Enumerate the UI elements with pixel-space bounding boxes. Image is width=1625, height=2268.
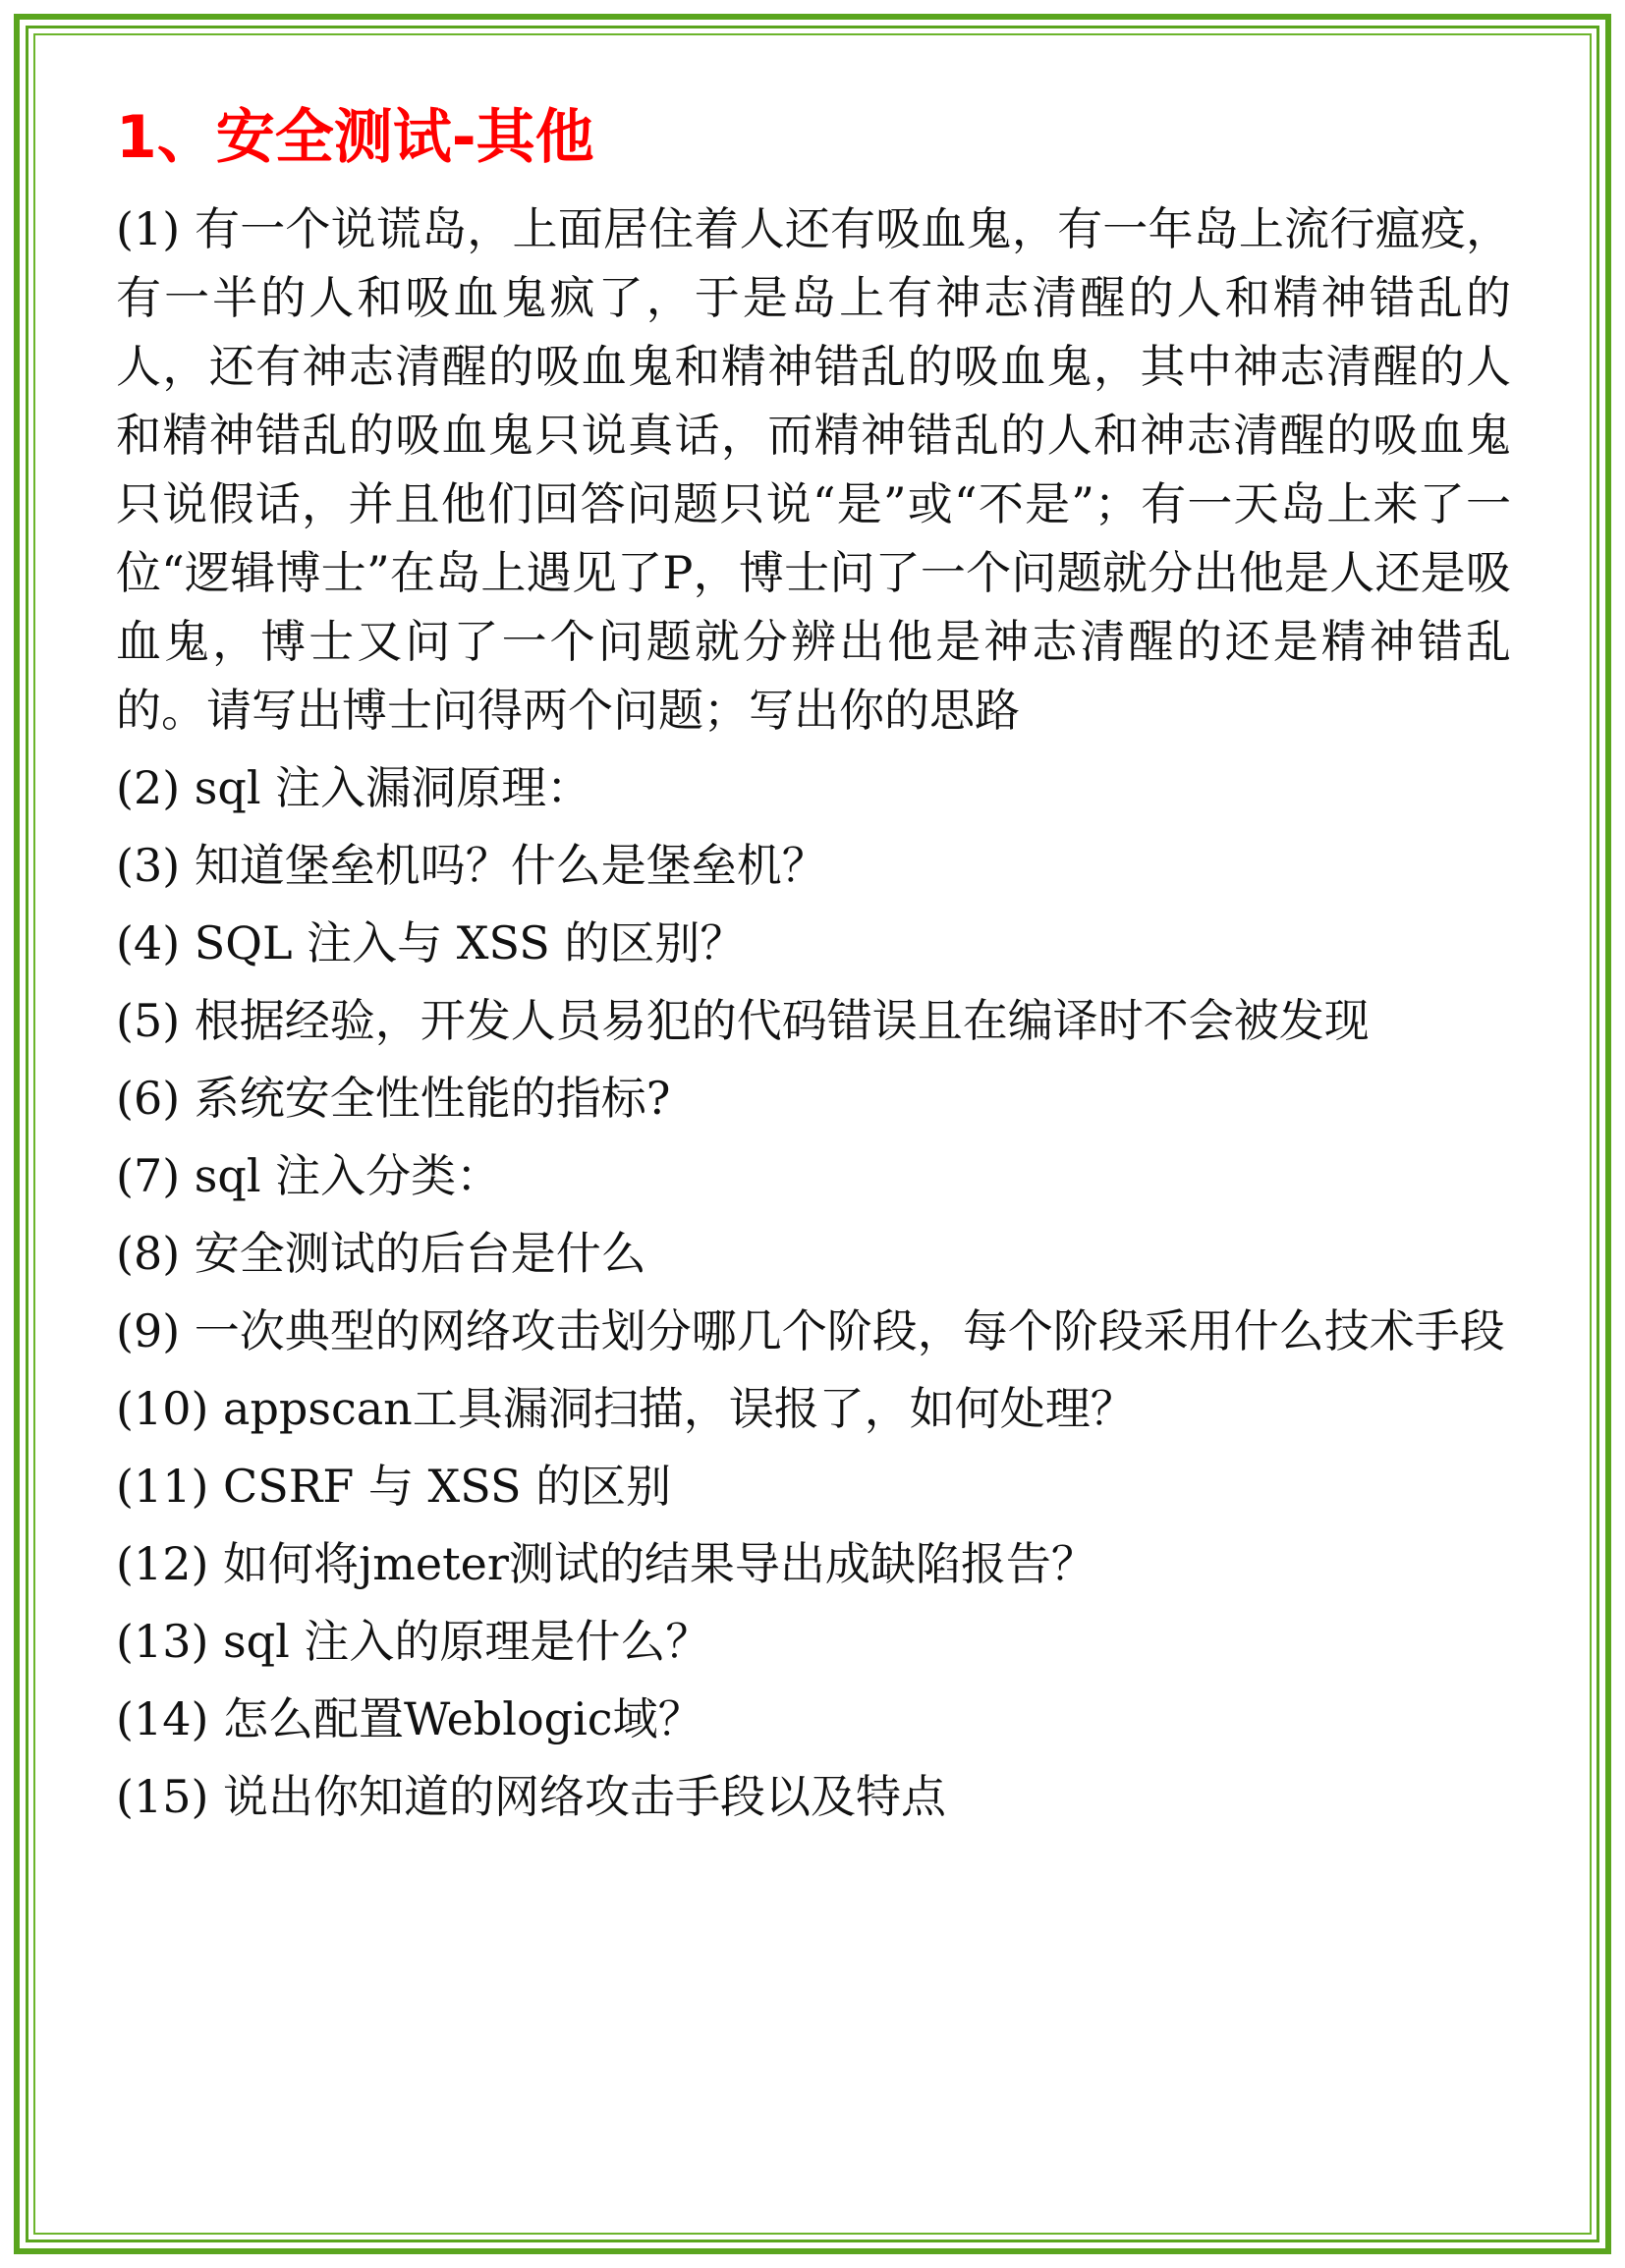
question-3: (3) 知道堡垒机吗？什么是堡垒机？ <box>116 839 827 892</box>
question-6: (6) 系统安全性性能的指标? <box>116 1072 671 1125</box>
question-14: (14) 怎么配置Weblogic域？ <box>116 1692 703 1745</box>
question-2: (2) sql 注入漏洞原理： <box>116 761 592 814</box>
question-9: (9) 一次典型的网络攻击划分哪几个阶段，每个阶段采用什么技术手段 <box>116 1304 1505 1357</box>
question-4: (4) SQL 注入与 XSS 的区别？ <box>116 916 746 969</box>
question-11: (11) CSRF 与 XSS 的区别 <box>116 1460 672 1513</box>
question-15: (15) 说出你知道的网络攻击手段以及特点 <box>116 1770 947 1823</box>
question-7: (7) sql 注入分类： <box>116 1149 502 1202</box>
question-8: (8) 安全测试的后台是什么 <box>116 1227 646 1280</box>
question-13: (13) sql 注入的原理是什么？ <box>116 1615 711 1668</box>
question-list <box>116 194 1511 1831</box>
document-content <box>116 98 1511 1840</box>
question-10: (10) appscan工具漏洞扫描，误报了，如何处理？ <box>116 1382 1136 1435</box>
question-12: (12) 如何将jmeter测试的结果导出成缺陷报告？ <box>116 1537 1096 1590</box>
question-1: (1) 有一个说谎岛，上面居住着人还有吸血鬼，有一年岛上流行瘟疫，有一半的人和吸血鬼疯了，于是岛上有神志清醒的人和精神错乱的人，还有神志清醒的吸血鬼和精神错乱的吸血鬼，其中神志清醒的人和精神错乱的吸血鬼只说真话，而精神错乱的人和神志清醒的吸血鬼只说假话，并且他们回答问题只说“是”或“不是”；有一天岛上来了一位“逻辑博士”在岛上遇见了P，博士问了一个问题就分出他是人还是吸血鬼，博士又问了一个问题就分辨出他是神志清醒的还是精神错乱的。请写出博士问得两个问题；写出你的思路 <box>116 202 1511 737</box>
question-5: (5) 根据经验，开发人员易犯的代码错误且在编译时不会被发现 <box>116 994 1370 1047</box>
section-title: 1、安全测试-其他 <box>116 103 594 172</box>
